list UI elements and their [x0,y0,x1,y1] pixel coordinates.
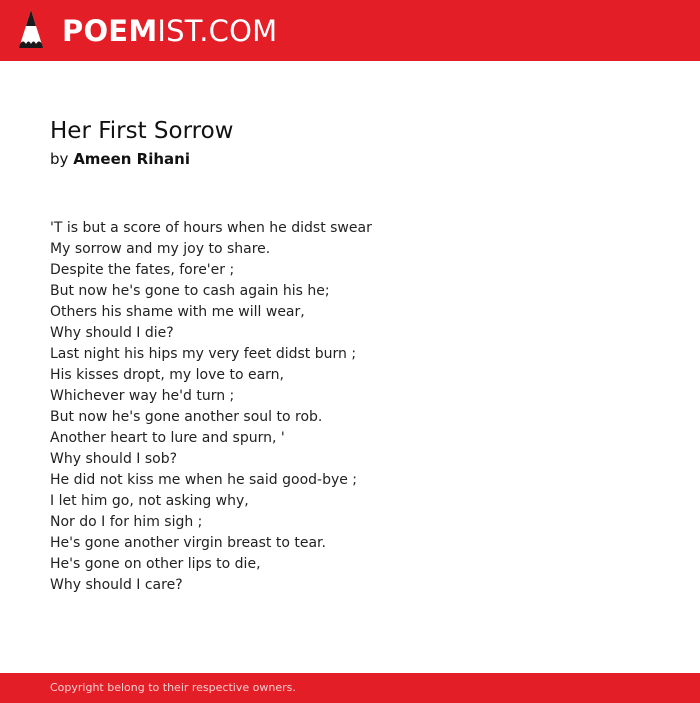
poem-line: Last night his hips my very feet didst burn ; [50,346,357,362]
poem-line: 'T is but a score of hours when he didst swear [50,220,372,236]
poem-line: My sorrow and my joy to share. [50,241,271,257]
poem-line: Whichever way he'd turn ; [50,388,235,404]
poem-line: Why should I sob? [50,451,178,467]
poem-line: But now he's gone another soul to rob. [50,409,323,425]
site-footer [0,673,700,703]
by-label: by [50,150,69,168]
author-name[interactable]: Ameen Rihani [73,150,190,168]
site-logo-text[interactable] [62,12,277,50]
poem-line: He's gone on other lips to die, [50,556,261,572]
poem-line: Another heart to lure and spurn, ' [50,430,285,446]
poem-line: But now he's gone to cash again his he; [50,283,330,299]
poem-line: Why should I care? [50,577,183,593]
poem-line: His kisses dropt, my love to earn, [50,367,284,383]
copyright-text: Copyright belong to their respective owners. [50,681,296,694]
poem-line: Despite the fates, fore'er ; [50,262,235,278]
poem-line: Others his shame with me will wear, [50,304,305,320]
brand-thin: IST.COM [157,14,278,48]
poem-title: Her First Sorrow [50,118,234,144]
pencil-icon[interactable] [14,8,48,53]
poem-line: He did not kiss me when he said good-bye ; [50,472,358,488]
poem-line: I let him go, not asking why, [50,493,249,509]
poem-line: Why should I die? [50,325,174,341]
brand-bold: POEM [62,14,158,48]
byline [50,148,190,170]
poem-line: Nor do I for him sigh ; [50,514,203,530]
poem-body [50,218,670,597]
site-header [0,0,700,61]
poem-line: He's gone another virgin breast to tear. [50,535,326,551]
